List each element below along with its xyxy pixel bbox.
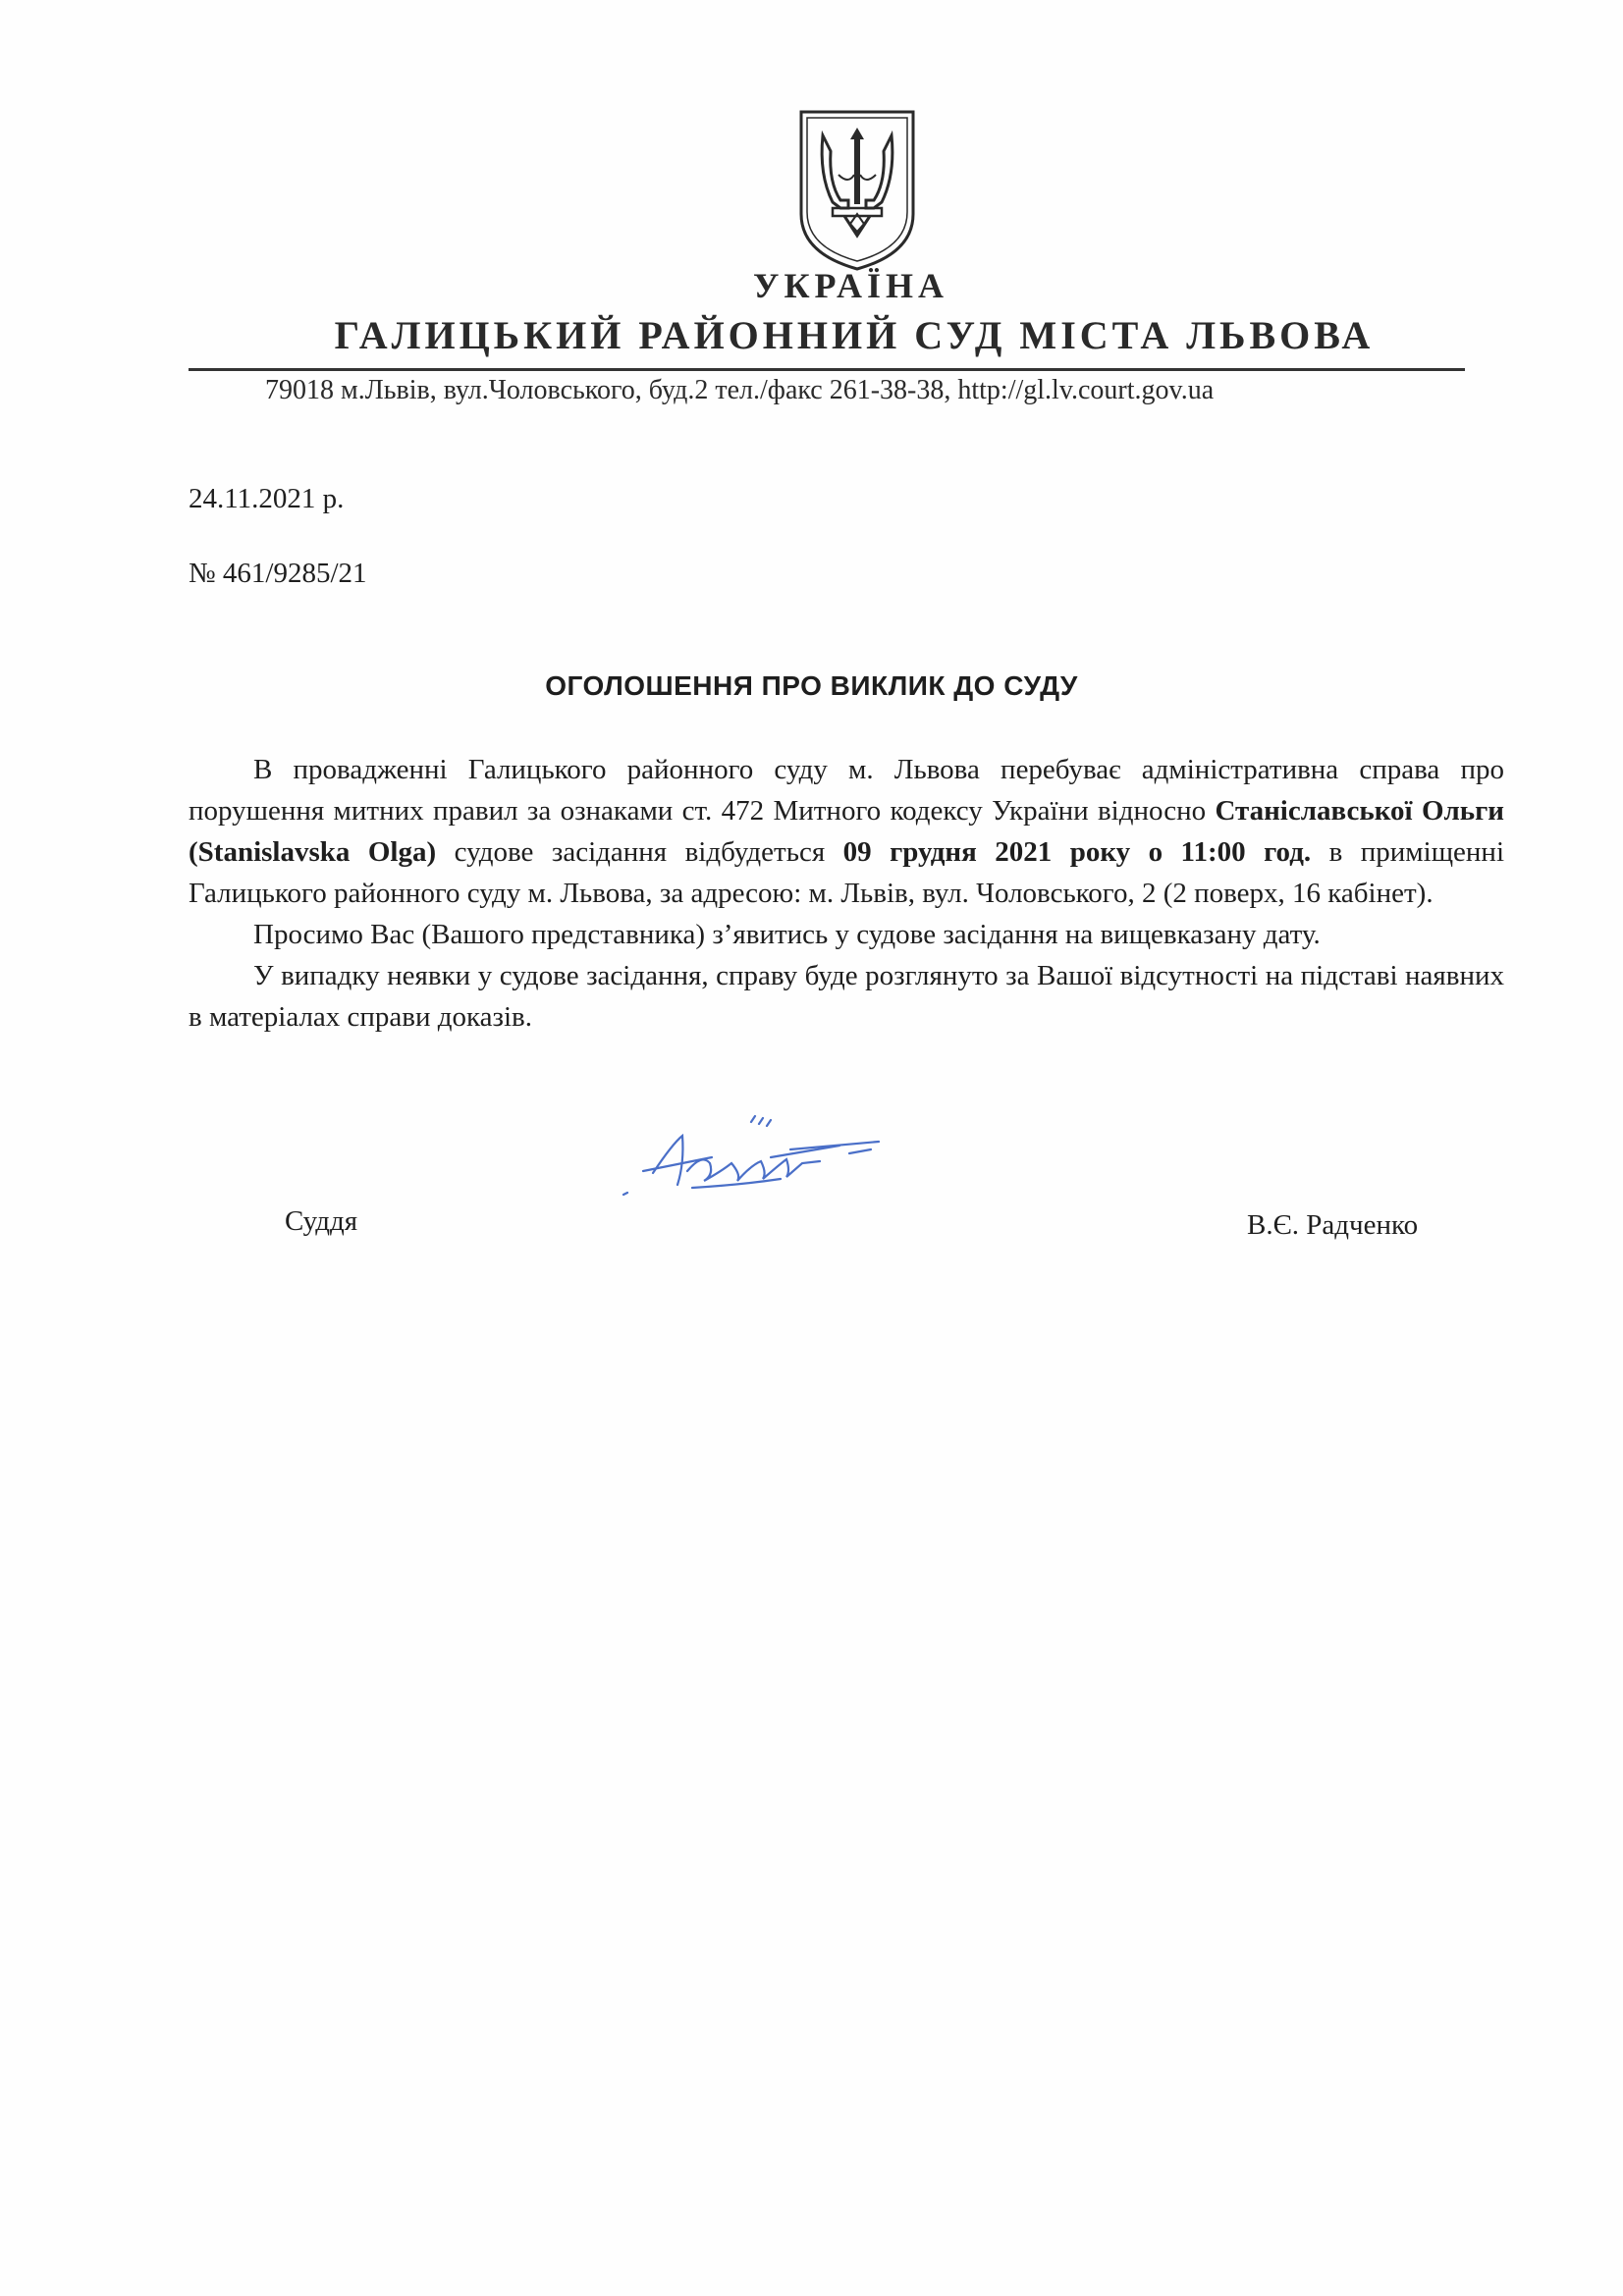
judge-name: В.Є. Радченко (1247, 1209, 1419, 1241)
paragraph-text: В провадженні Галицького районного суду м. Львова перебуває адміністративна справа про порушення митних правил за ознаками ст. 472 Митного кодексу України відносно (189, 754, 1504, 827)
paragraph-proceedings (189, 749, 1504, 914)
judge-title: Суддя (285, 1205, 358, 1237)
hearing-datetime: 09 грудня 2021 року о 11:00 год. (842, 836, 1312, 868)
paragraph-request: Просимо Вас (Вашого представника) з’явитись у судове засідання на вищевказану дату. (253, 919, 1321, 950)
document-date: 24.11.2021 р. (189, 483, 345, 514)
country-title: УКРАЇНА (753, 266, 948, 305)
paragraph-text: в приміщенні Галицького районного суду м. Львова, за адресою: м. Львів, вул. Чоловського, 2 (2 поверх, 16 кабінет). (189, 836, 1504, 909)
coat-of-arms-trident-icon (793, 106, 921, 273)
defendant-name: Станіславської Ольги (Stanislavska Olga) (189, 795, 1504, 868)
document-body (189, 749, 1504, 1038)
document-heading: ОГОЛОШЕННЯ ПРО ВИКЛИК ДО СУДУ (545, 670, 1078, 701)
case-number: № 461/9285/21 (189, 558, 367, 589)
paragraph-text: судове засідання відбудеться (436, 836, 843, 868)
header-divider (189, 368, 1465, 371)
court-address: 79018 м.Львів, вул.Чоловського, буд.2 тел./факс 261-38-38, http://gl.lv.court.gov.ua (265, 375, 1215, 405)
handwritten-signature-icon (594, 1114, 918, 1207)
paragraph-absence: У випадку неявки у судове засідання, справу буде розглянуто за Вашої відсутності на підставі наявних в матеріалах справи доказів. (189, 960, 1504, 1033)
court-name: ГАЛИЦЬКИЙ РАЙОННИЙ СУД МІСТА ЛЬВОВА (334, 313, 1375, 357)
